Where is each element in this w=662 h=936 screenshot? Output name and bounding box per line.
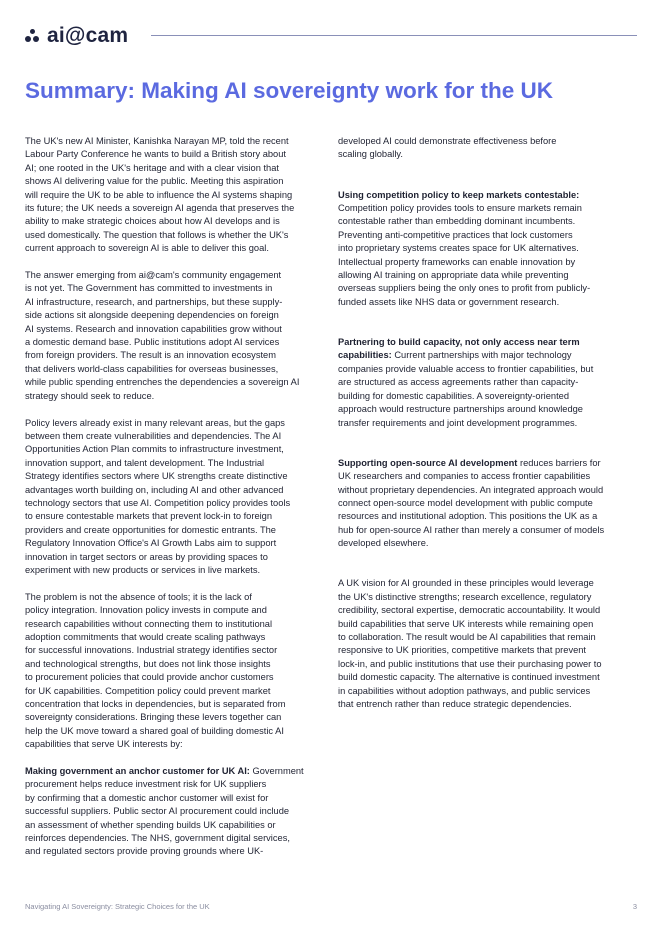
paragraph-line: developed elsewhere. — [338, 538, 429, 549]
paragraph-line: shows AI delivering value for the public. Meeting this aspiration — [25, 176, 284, 187]
paragraph-line: in capabilities without adoption pathways, and public services — [338, 685, 591, 696]
paragraph-line: AI infrastructure, research, and partnerships, but these supply- — [25, 296, 283, 307]
paragraph-partnering — [338, 336, 637, 430]
paragraph — [338, 135, 637, 162]
paragraph-heading: Supporting open-source AI development — [338, 457, 518, 468]
paragraph-line: building for domestic capabilities. A sovereignty-oriented — [338, 390, 570, 401]
logo-text: ai@cam — [47, 24, 129, 47]
brand-logo — [25, 26, 128, 46]
paragraph-line: build capabilities that serve UK interests while remaining open — [338, 618, 594, 629]
paragraph-line: and regulated sectors provide proving grounds where UK- — [25, 846, 264, 857]
paragraph — [25, 269, 325, 403]
paragraph-line: Preventing anti-competitive practices that lock customers — [338, 229, 573, 240]
paragraph-line: and technological strengths, but does not link those insights — [25, 658, 271, 669]
paragraph-line: is not yet. The Government has committed to investments in — [25, 283, 273, 294]
paragraph-line: successful suppliers. Public sector AI procurement could include — [25, 806, 290, 817]
paragraph-line: Supporting open-source AI development reduces barriers for — [338, 457, 601, 468]
paragraph-line: The UK's new AI Minister, Kanishka Narayan MP, told the recent — [25, 136, 289, 146]
paragraph-line: by confirming that a domestic anchor customer will exist for — [25, 792, 269, 803]
paragraph-line: to ensure contestable markets that prevent lock-in to foreign — [25, 511, 273, 522]
page-number: 3 — [632, 902, 637, 911]
paragraph-line: lock-in, and public institutions that use their purchasing power to — [338, 658, 602, 669]
paragraph-line: Intellectual property frameworks can enable innovation by — [338, 256, 576, 267]
paragraph-line: policy integration. Innovation policy invests in compute and — [25, 605, 267, 616]
paragraph-line: Policy levers already exist in many relevant areas, but the gaps — [25, 417, 285, 428]
paragraph-line: build domestic capacity. The alternative is continued investment — [338, 672, 600, 683]
paragraph-line: used domestically. The question that follows is whether the UK's — [25, 229, 289, 240]
paragraph-line: without proprietary dependencies. An integrated approach would — [338, 484, 604, 495]
paragraph-line: allowing AI training on appropriate data while preventing — [338, 270, 569, 281]
paragraph-anchor-customer — [25, 765, 325, 859]
paragraph-open-source — [338, 457, 637, 551]
paragraph-line: Labour Party Conference he wants to build a British story about — [25, 149, 286, 160]
paragraph-line: strategy should seek to reduce. — [25, 390, 155, 401]
paragraph-line: for successful innovations. Industrial strategy identifies sector — [25, 645, 278, 656]
paragraph-line: overseas suppliers being the only ones to profit from publicly- — [338, 283, 591, 294]
paragraph-line: A UK vision for AI grounded in these principles would leverage — [338, 578, 594, 589]
left-column — [25, 135, 325, 872]
paragraph-line: companies provide valuable access to frontier capabilities, but — [338, 363, 594, 374]
paragraph-line: that entrench rather than reduce strategic dependencies. — [338, 699, 572, 709]
paragraph-line: Strategy identifies sectors where UK strengths create distinctive — [25, 471, 288, 482]
paragraph — [25, 135, 325, 256]
paragraph — [25, 591, 325, 752]
paragraph-line: will require the UK to be able to influence the AI systems shaping — [25, 189, 293, 200]
paragraph-line: experiment with new products or services in live markets. — [25, 564, 261, 575]
three-dots-logo-icon — [25, 28, 41, 44]
paragraph-line: UK researchers and companies to access frontier capabilities — [338, 471, 591, 482]
paragraph-competition-policy — [338, 189, 637, 310]
paragraph-line: capabilities: Current partnerships with major technology — [338, 350, 572, 361]
paragraph-heading: Partnering to build capacity, not only access near term — [338, 337, 580, 348]
paragraph-line: concentration that locks in dependencies, but is separated from — [25, 699, 286, 710]
paragraph-line: capabilities that serve UK interests by: — [25, 739, 183, 750]
paragraph-line: contestable rather than embedding dominant incumbents. — [338, 216, 576, 227]
paragraph-line: responsive to UK priorities, competitive markets that prevent — [338, 645, 587, 656]
paragraph-line: ability to make strategic choices about how AI develops and is — [25, 216, 280, 227]
paragraph-line: for UK capabilities. Competition policy could prevent market — [25, 685, 271, 696]
paragraph-line: to collaboration. The result would be AI capabilities that remain — [338, 631, 596, 642]
paragraph-line: that delivers world-class capabilities for overseas businesses, — [25, 363, 279, 374]
footer-document-title: Navigating AI Sovereignty: Strategic Choices for the UK — [25, 902, 210, 911]
paragraph-line: AI systems. Research and innovation capabilities grow without — [25, 323, 282, 334]
paragraph-line: research capabilities without connecting them to institutional — [25, 618, 273, 629]
paragraph-line: funded assets like NHS data or government research. — [338, 296, 560, 307]
paragraph-line: are structured as access agreements rather than capacity- — [338, 377, 579, 388]
paragraph-line: Competition policy provides tools to ensure markets remain — [338, 203, 582, 214]
paragraph-heading: Using competition policy to keep markets contestable: — [338, 189, 580, 200]
paragraph-line: while public spending entrenches the dependencies a sovereign AI — [25, 377, 300, 388]
paragraph-line: Opportunities Action Plan commits to infrastructure investment, — [25, 444, 284, 455]
paragraph-line: current approach to sovereign AI is able to deliver this goal. — [25, 243, 269, 254]
paragraph-line: technology sectors that use AI. Competition policy provides tools — [25, 497, 291, 508]
paragraph-line: innovation support, and talent development. The Industrial — [25, 457, 265, 468]
paragraph-line: innovation in target sectors or areas by providing spaces to — [25, 551, 268, 562]
paragraph-line: an assessment of whether spending builds UK capabilities or — [25, 819, 276, 830]
paragraph-line: The answer emerging from ai@cam's community engagement — [25, 270, 282, 281]
paragraph-line: into proprietary systems creates space for UK alternatives. — [338, 243, 579, 254]
paragraph-line: resources and institutional adoption. This positions the UK as a — [338, 511, 598, 522]
paragraph-line: procurement helps reduce investment risk for UK suppliers — [25, 779, 267, 790]
paragraph-line: hub for open-source AI rather than merely a consumer of models — [338, 524, 605, 535]
paragraph-line: between them create vulnerabilities and dependencies. The AI — [25, 430, 282, 441]
paragraph-line: transfer requirements and joint development programmes. — [338, 417, 578, 428]
paragraph-heading: Making government an anchor customer for UK AI: — [25, 766, 250, 777]
paragraph-line: The problem is not the absence of tools; it is the lack of — [25, 591, 252, 602]
paragraph-line: Regulatory Innovation Office's AI Growth Labs aim to support — [25, 538, 277, 549]
paragraph-line: sovereignty considerations. Bringing these levers together can — [25, 712, 282, 723]
paragraph — [338, 577, 637, 711]
paragraph-line: advantages worth building on, including AI and other advanced — [25, 484, 284, 495]
paragraph-line: AI; one rooted in the UK's heritage and with a clear vision that — [25, 162, 279, 173]
paragraph-line: the UK's distinctive strengths; research excellence, regulatory — [338, 591, 592, 602]
paragraph-line: providers and create opportunities for domestic entrants. The — [25, 524, 276, 535]
paragraph-line: Making government an anchor customer for UK AI: Government — [25, 766, 304, 777]
paragraph-line: from foreign providers. The result is an innovation ecosystem — [25, 350, 276, 361]
paragraph-line: scaling globally. — [338, 149, 403, 160]
paragraph-line: its future; the UK needs a sovereign AI agenda that preserves the — [25, 203, 295, 214]
paragraph-line: to procurement policies that could provide anchor customers — [25, 672, 274, 683]
paragraph-line: side actions sit alongside deepening dependencies on foreign — [25, 310, 279, 321]
paragraph-line: developed AI could demonstrate effectiveness before — [338, 136, 557, 146]
paragraph-line: adoption commitments that would create scaling pathways — [25, 631, 266, 642]
paragraph — [25, 417, 325, 578]
paragraph-line: help the UK move toward a shared goal of building domestic AI — [25, 725, 284, 736]
paragraph-line: a domestic demand base. Public institutions adopt AI services — [25, 337, 280, 348]
header-divider — [151, 35, 637, 36]
page-title: Summary: Making AI sovereignty work for the UK — [25, 78, 554, 103]
paragraph-line: credibility, sectoral expertise, democratic accountability. It would — [338, 605, 601, 616]
right-column — [338, 135, 637, 725]
paragraph-line: approach would restructure partnerships around knowledge — [338, 404, 583, 415]
paragraph-line: connect open-source model development with public compute — [338, 497, 593, 508]
paragraph-line: reinforces dependencies. The NHS, government digital services, — [25, 833, 290, 844]
